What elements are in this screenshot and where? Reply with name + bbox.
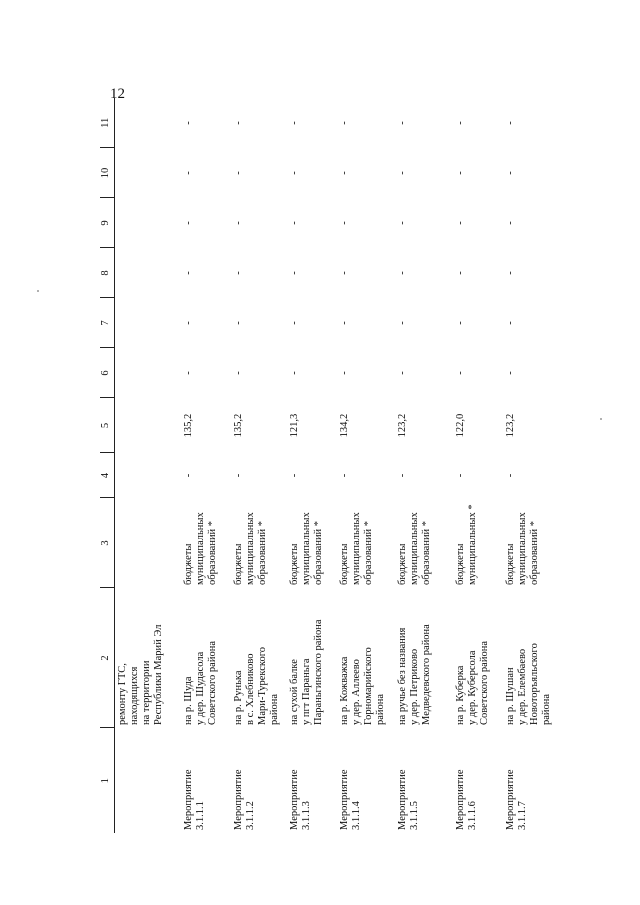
table-row	[453, 98, 503, 833]
cell-col-4: -	[504, 473, 516, 478]
cell-col-10	[115, 148, 181, 198]
cell-col-8	[115, 248, 181, 298]
cell-col-9	[115, 198, 181, 248]
table-row	[181, 98, 231, 833]
cell-col-5: 123,2	[504, 413, 516, 438]
cell-col-5	[115, 398, 181, 453]
cell-col-7: -	[182, 321, 194, 325]
cell-col-11: -	[288, 121, 300, 125]
cell-col-5: 134,2	[338, 413, 350, 438]
rotated-table	[100, 98, 555, 833]
cell-col-1: Мероприятие 3.1.1.7	[504, 769, 528, 830]
cell-col-1: Мероприятие 3.1.1.2	[232, 769, 256, 830]
cell-col-3: бюджеты муниципальных образований *	[288, 512, 324, 585]
table-row	[337, 98, 395, 833]
cell-col-5: 123,2	[396, 413, 408, 438]
cell-col-7: -	[232, 321, 244, 325]
cell-col-6: -	[454, 371, 466, 375]
cell-col-1: Мероприятие 3.1.1.1	[182, 769, 206, 830]
cell-col-10: -	[396, 171, 408, 175]
cell-col-2: на р. Рунька в с. Хлебниково Мари-Турекского района	[232, 646, 280, 725]
col-header-8: 8	[100, 248, 115, 298]
cell-col-7: -	[454, 321, 466, 325]
rotated-table-frame	[100, 98, 555, 833]
scan-speck	[600, 418, 602, 420]
cell-col-11	[115, 98, 181, 148]
scan-speck	[37, 290, 39, 292]
cell-col-8: -	[288, 271, 300, 275]
cell-col-9: -	[454, 221, 466, 225]
cell-col-6: -	[504, 371, 516, 375]
cell-col-6: -	[338, 371, 350, 375]
cell-col-9: -	[288, 221, 300, 225]
cell-col-3: бюджеты муниципальных образований *	[182, 512, 218, 585]
header-row	[100, 98, 115, 833]
table-row	[395, 98, 453, 833]
col-header-10: 10	[100, 148, 115, 198]
cell-col-11: -	[454, 121, 466, 125]
cell-col-10: -	[338, 171, 350, 175]
cell-col-3: бюджеты муниципальных образований *	[396, 512, 432, 585]
cell-col-2: на р. Шушан у дер. Елембаево Новоторъяльского района	[504, 643, 552, 725]
col-header-5: 5	[100, 398, 115, 453]
table-row	[287, 98, 337, 833]
cell-col-3: бюджеты муниципальных *	[454, 504, 478, 585]
cell-col-1: Мероприятие 3.1.1.5	[396, 769, 420, 830]
cell-col-5: 121,3	[288, 413, 300, 438]
cell-col-11: -	[232, 121, 244, 125]
cell-col-9: -	[182, 221, 194, 225]
cell-col-5: 122,0	[454, 413, 466, 438]
cell-col-4: -	[396, 473, 408, 478]
cell-col-8: -	[338, 271, 350, 275]
cell-col-2: на ручье без названия у дер. Петриково Медведевского района	[396, 624, 432, 725]
col-header-7: 7	[100, 298, 115, 348]
col-header-1: 1	[100, 728, 115, 833]
cell-col-11: -	[182, 121, 194, 125]
cell-col-9: -	[232, 221, 244, 225]
cell-col-6: -	[396, 371, 408, 375]
cell-col-4: -	[338, 473, 350, 478]
cell-col-7	[115, 298, 181, 348]
cell-col-7: -	[396, 321, 408, 325]
cell-col-6	[115, 348, 181, 398]
cell-col-9: -	[396, 221, 408, 225]
cell-col-1: Мероприятие 3.1.1.4	[338, 769, 362, 830]
cell-col-3: бюджеты муниципальных образований *	[232, 512, 268, 585]
cell-col-9: -	[338, 221, 350, 225]
col-header-6: 6	[100, 348, 115, 398]
table-row	[115, 98, 181, 833]
cell-col-6: -	[232, 371, 244, 375]
cell-col-8: -	[396, 271, 408, 275]
cell-col-10: -	[504, 171, 516, 175]
cell-col-11: -	[338, 121, 350, 125]
cell-col-7: -	[288, 321, 300, 325]
cell-col-8: -	[504, 271, 516, 275]
cell-col-1: Мероприятие 3.1.1.6	[454, 769, 478, 830]
col-header-2: 2	[100, 588, 115, 728]
cell-col-10: -	[182, 171, 194, 175]
cell-col-2: на р. Куберка у дер. Куберсола Советского района	[454, 641, 490, 725]
table-row	[503, 98, 556, 833]
cell-col-4	[115, 453, 181, 498]
col-header-4: 4	[100, 453, 115, 498]
cell-col-5: 135,2	[232, 413, 244, 438]
cell-col-10: -	[288, 171, 300, 175]
cell-col-2: на р. Шуда у дер. Шудасола Советского района	[182, 641, 218, 725]
cell-col-4: -	[182, 473, 194, 478]
cell-col-8: -	[232, 271, 244, 275]
cell-col-6: -	[182, 371, 194, 375]
page-number: 12	[110, 86, 125, 102]
cell-col-8: -	[454, 271, 466, 275]
cell-col-4: -	[454, 473, 466, 478]
cell-col-8: -	[182, 271, 194, 275]
cell-col-9: -	[504, 221, 516, 225]
cell-col-3: бюджеты муниципальных образований *	[338, 512, 374, 585]
cell-col-11: -	[396, 121, 408, 125]
col-header-9: 9	[100, 198, 115, 248]
cell-col-3	[115, 498, 181, 588]
cell-col-7: -	[338, 321, 350, 325]
cell-col-4: -	[288, 473, 300, 478]
cell-col-3: бюджеты муниципальных образований *	[504, 512, 540, 585]
table-row	[231, 98, 287, 833]
cell-col-10: -	[232, 171, 244, 175]
cell-col-4: -	[232, 473, 244, 478]
cell-col-2: на сухой балке у пгт Параньга Параньгинского района	[288, 619, 324, 725]
cell-col-2: на р. Кожважка у дер. Аллеево Горномарийского района	[338, 647, 386, 725]
cell-col-2: ремонту ГТС, находящихся на территории Республики Марий Эл	[117, 624, 164, 725]
cell-col-1	[115, 728, 181, 833]
cell-col-11: -	[504, 121, 516, 125]
cell-col-10: -	[454, 171, 466, 175]
cell-col-7: -	[504, 321, 516, 325]
cell-col-5: 135,2	[182, 413, 194, 438]
col-header-3: 3	[100, 498, 115, 588]
measures-table	[100, 98, 555, 833]
col-header-11: 11	[100, 98, 115, 148]
cell-col-1: Мероприятие 3.1.1.3	[288, 769, 312, 830]
cell-col-6: -	[288, 371, 300, 375]
